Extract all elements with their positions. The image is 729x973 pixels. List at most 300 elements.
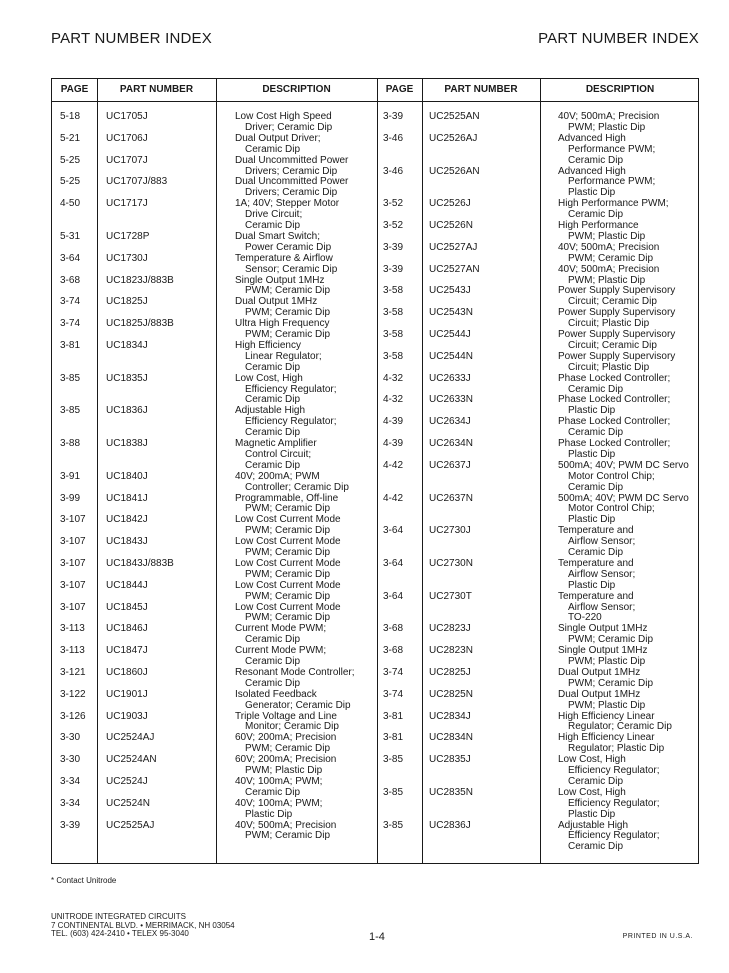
part-number-cell: UC1860J [106, 666, 148, 678]
description-cell [235, 374, 337, 407]
part-number-cell: UC1835J [106, 372, 148, 384]
description-line: PWM; Ceramic Dip [245, 612, 331, 624]
part-number-cell: UC2526AJ [429, 132, 478, 144]
description-line: Drivers; Ceramic Dip [245, 187, 338, 199]
page-cell: 3-74 [383, 688, 404, 700]
description-cell [235, 472, 349, 494]
description-line: Low Cost Current Mode [235, 536, 341, 548]
description-line: Airflow Sensor; [568, 568, 636, 580]
description-cell [235, 232, 331, 254]
company-line: 7 CONTINENTAL BLVD. • MERRIMACK, NH 03054 [51, 920, 235, 930]
description-line: 1A; 40V; Stepper Motor [235, 198, 340, 210]
description-line: Single Output 1MHz [235, 274, 325, 286]
part-number-cell: UC1840J [106, 470, 148, 482]
description-cell [235, 646, 326, 668]
part-number-cell: UC2524AJ [106, 732, 155, 744]
description-line: 40V; 100mA; PWM; [235, 775, 323, 787]
description-line: PWM; Ceramic Dip [245, 525, 331, 537]
part-number-cell: UC2637J [429, 459, 471, 471]
page-cell: 3-121 [60, 666, 86, 678]
description-line: PWM; Plastic Dip [245, 765, 323, 776]
part-number-cell: UC1707J/883 [106, 176, 168, 188]
description-line: PWM; Ceramic Dip [245, 307, 331, 319]
description-cell [235, 254, 337, 276]
part-number-cell: UC1705J [106, 111, 148, 122]
part-number-cell: UC2525AJ [106, 819, 155, 831]
description-cell [558, 374, 670, 396]
header-part-right: PART NUMBER [444, 84, 518, 95]
description-line: Advanced High [558, 132, 626, 144]
printed-in: PRINTED IN U.S.A. [622, 933, 693, 940]
description-line: Ceramic Dip [568, 154, 624, 166]
description-line: 500mA; 40V; PWM DC Servo [558, 492, 689, 504]
description-line: Regulator; Ceramic Dip [568, 721, 672, 733]
description-cell [235, 603, 341, 625]
description-line: Ceramic Dip [245, 459, 301, 471]
part-number-cell: UC1730J [106, 252, 148, 264]
description-line: Low Cost, High [558, 754, 626, 766]
page-cell: 3-39 [383, 263, 404, 275]
column-divider [422, 79, 423, 863]
description-cell [558, 821, 660, 854]
description-line: Regulator; Plastic Dip [568, 743, 665, 755]
description-line: Advanced High [558, 165, 626, 177]
description-line: PWM; Ceramic Dip [245, 329, 331, 340]
description-line: PWM; Ceramic Dip [245, 743, 331, 755]
page-cell: 3-107 [60, 579, 86, 591]
description-cell [558, 243, 659, 265]
description-line: Circuit; Ceramic Dip [568, 339, 657, 351]
description-line: Ceramic Dip [568, 841, 624, 853]
description-line: 40V; 500mA; Precision [558, 111, 660, 122]
description-line: Ceramic Dip [245, 143, 301, 155]
description-line: Circuit; Plastic Dip [568, 361, 650, 373]
header-page-left: PAGE [60, 84, 89, 95]
description-line: Resonant Mode Controller; [235, 666, 355, 678]
page-cell: 3-113 [60, 645, 85, 657]
page-cell: 3-81 [383, 732, 404, 744]
part-number-cell: UC2525AN [429, 111, 480, 122]
description-cell [235, 276, 330, 298]
page-cell: 3-30 [60, 732, 81, 744]
part-number-cell: UC1843J/883B [106, 557, 174, 569]
description-line: Single Output 1MHz [558, 623, 648, 635]
description-line: Low Cost Current Mode [235, 601, 341, 613]
description-cell [235, 112, 332, 134]
page-cell: 3-58 [383, 350, 404, 362]
description-line: Dual Smart Switch; [235, 230, 321, 242]
description-cell [235, 777, 322, 799]
description-line: Dual Output Driver; [235, 132, 321, 144]
page-cell: 3-68 [60, 274, 81, 286]
description-line: Circuit; Plastic Dip [568, 318, 650, 330]
footnote: * Contact Unitrode [51, 876, 117, 885]
description-line: High Performance [558, 220, 639, 231]
description-line: Ceramic Dip [245, 394, 301, 406]
description-line: 60V; 200mA; Precision [235, 754, 337, 766]
description-line: Ceramic Dip [245, 634, 301, 646]
description-cell [558, 221, 645, 243]
description-line: High Efficiency [235, 339, 301, 351]
page-cell: 3-74 [383, 666, 404, 678]
part-number-cell: UC2544N [429, 350, 473, 362]
description-line: Ceramic Dip [245, 786, 301, 798]
description-line: Power Supply Supervisory [558, 350, 676, 362]
page-cell: 3-39 [383, 241, 404, 253]
description-cell [235, 297, 330, 319]
description-cell [558, 352, 675, 374]
description-cell [558, 668, 653, 690]
page-cell: 4-32 [383, 394, 404, 406]
description-line: Control Circuit; [245, 448, 312, 460]
description-line: Performance PWM; [568, 143, 656, 155]
description-line: PWM; Plastic Dip [568, 699, 646, 711]
page-cell: 3-64 [383, 525, 404, 537]
description-line: 40V; 200mA; PWM [235, 470, 320, 482]
part-number-cell: UC2730N [429, 557, 473, 569]
description-cell [558, 690, 645, 712]
description-line: Magnetic Amplifier [235, 438, 317, 449]
description-cell [235, 319, 330, 341]
description-line: Plastic Dip [568, 405, 616, 417]
description-cell [235, 755, 336, 777]
description-line: Single Output 1MHz [558, 645, 648, 657]
description-line: Airflow Sensor; [568, 601, 636, 613]
description-cell [558, 167, 655, 200]
description-line: Driver; Ceramic Dip [245, 121, 333, 133]
page-cell: 3-122 [60, 688, 86, 700]
page-cell: 3-74 [60, 296, 81, 308]
page-cell: 3-85 [383, 819, 404, 831]
description-cell [558, 439, 670, 461]
part-number-cell: UC1844J [106, 579, 148, 591]
part-number-cell: UC2825N [429, 688, 473, 700]
column-divider [216, 79, 217, 863]
part-number-cell: UC2543J [429, 285, 471, 297]
description-line: PWM; Plastic Dip [568, 230, 646, 242]
part-number-cell: UC1717J [106, 198, 148, 210]
part-number-cell: UC2834J [429, 710, 471, 722]
description-line: Temperature & Airflow [235, 252, 333, 264]
description-cell [235, 799, 322, 821]
description-cell [235, 668, 355, 690]
description-line: PWM; Ceramic Dip [245, 568, 331, 580]
description-line: Isolated Feedback [235, 688, 317, 700]
header-desc-left: DESCRIPTION [262, 84, 331, 95]
part-number-cell: UC2524J [106, 775, 148, 787]
page-cell: 3-46 [383, 165, 404, 177]
part-number-cell: UC2823J [429, 623, 471, 635]
description-cell [235, 624, 326, 646]
part-number-cell: UC2524N [106, 797, 150, 809]
description-line: Ceramic Dip [245, 220, 301, 231]
description-line: Low Cost, High [558, 786, 626, 798]
description-line: PWM; Ceramic Dip [245, 285, 331, 297]
description-line: Motor Control Chip; [568, 470, 655, 482]
column-divider [540, 79, 541, 863]
description-line: Drive Circuit; [245, 209, 303, 221]
page-cell: 3-39 [383, 111, 404, 122]
description-line: Triple Voltage and Line [235, 710, 337, 722]
company-address [51, 913, 235, 939]
description-line: Efficiency Regulator; [568, 797, 660, 809]
description-line: Drivers; Ceramic Dip [245, 165, 338, 177]
description-line: Dual Output 1MHz [558, 666, 641, 678]
page-cell: 3-85 [60, 372, 81, 384]
description-line: Adjustable High [558, 819, 629, 831]
description-cell [235, 581, 341, 603]
part-number-cell: UC2543N [429, 307, 473, 319]
part-number-cell: UC1825J [106, 296, 148, 308]
description-line: High Performance PWM; [558, 198, 669, 210]
description-line: TO-220 [568, 612, 602, 624]
description-line: PWM; Ceramic Dip [245, 503, 331, 515]
description-line: Plastic Dip [568, 808, 616, 820]
page-cell: 5-21 [60, 132, 81, 144]
description-line: High Efficiency Linear [558, 732, 655, 744]
description-line: Phase Locked Controller; [558, 438, 671, 449]
part-number-cell: UC2835N [429, 786, 473, 798]
company-line: TEL. (603) 424-2410 • TELEX 95-3040 [51, 929, 189, 939]
description-cell [558, 199, 669, 221]
description-line: 40V; 500mA; Precision [235, 819, 337, 831]
part-number-cell: UC2835J [429, 754, 471, 766]
description-cell [558, 559, 635, 592]
part-number-cell: UC1823J/883B [106, 274, 174, 286]
description-line: 500mA; 40V; PWM DC Servo [558, 459, 689, 471]
page-cell: 3-85 [383, 754, 404, 766]
part-number-cell: UC1901J [106, 688, 148, 700]
description-cell [235, 537, 341, 559]
description-line: Linear Regulator; [245, 350, 322, 362]
part-number-cell: UC2526J [429, 198, 471, 210]
page-cell: 4-32 [383, 372, 404, 384]
part-number-cell: UC2544J [429, 329, 471, 340]
description-line: 40V; 100mA; PWM; [235, 797, 323, 809]
description-line: Plastic Dip [568, 448, 616, 460]
description-line: Power Supply Supervisory [558, 307, 676, 319]
header-divider [52, 101, 698, 102]
description-line: Monitor; Ceramic Dip [245, 721, 339, 733]
description-line: Dual Output 1MHz [235, 296, 318, 308]
part-number-cell: UC1843J [106, 536, 148, 548]
description-cell [235, 177, 348, 199]
description-line: Ceramic Dip [245, 361, 301, 373]
part-number-cell: UC2637N [429, 492, 473, 504]
description-line: Temperature and [558, 557, 634, 569]
page-cell: 3-34 [60, 797, 81, 809]
description-cell [558, 330, 675, 352]
page-cell: 3-64 [383, 590, 404, 602]
part-number-cell: UC2526N [429, 220, 473, 231]
description-cell [235, 439, 317, 472]
index-table [51, 78, 699, 864]
description-line: 40V; 500mA; Precision [558, 241, 660, 253]
part-number-cell: UC1847J [106, 645, 148, 657]
description-line: Controller; Ceramic Dip [245, 481, 349, 493]
description-line: Dual Uncommitted Power [235, 176, 349, 188]
description-line: Ceramic Dip [568, 547, 624, 558]
description-cell [558, 308, 675, 330]
page-cell: 4-42 [383, 492, 404, 504]
description-line: Ceramic Dip [568, 481, 624, 493]
part-number-cell: UC1834J [106, 339, 148, 351]
page-cell: 3-81 [60, 339, 81, 351]
part-number-cell: UC2634J [429, 416, 471, 428]
page-cell: 3-30 [60, 754, 81, 766]
description-cell [235, 341, 322, 374]
page-cell: 5-25 [60, 176, 81, 188]
description-line: Airflow Sensor; [568, 536, 636, 548]
description-cell [235, 156, 348, 178]
description-line: Plastic Dip [568, 514, 616, 526]
description-line: Ceramic Dip [245, 656, 301, 667]
description-line: Current Mode PWM; [235, 645, 327, 657]
part-number-cell: UC2823N [429, 645, 473, 657]
description-cell [235, 690, 351, 712]
part-number-cell: UC2825J [429, 666, 471, 678]
description-line: Generator; Ceramic Dip [245, 699, 351, 711]
description-cell [558, 712, 672, 734]
description-line: Temperature and [558, 525, 634, 537]
part-number-cell: UC2730J [429, 525, 471, 537]
description-line: Low Cost Current Mode [235, 557, 341, 569]
description-line: Plastic Dip [568, 187, 616, 199]
description-line: Circuit; Ceramic Dip [568, 296, 657, 308]
column-divider [377, 79, 378, 863]
page-cell: 3-34 [60, 775, 81, 787]
description-line: Ceramic Dip [568, 209, 624, 221]
page-cell: 4-39 [383, 416, 404, 428]
part-number-cell: UC2524AN [106, 754, 157, 766]
part-number-cell: UC2527AJ [429, 241, 478, 253]
description-cell [558, 265, 659, 287]
description-line: PWM; Ceramic Dip [245, 590, 331, 602]
description-line: PWM; Plastic Dip [568, 274, 646, 286]
description-cell [558, 592, 635, 625]
description-cell [558, 624, 653, 646]
page-header-left: PART NUMBER INDEX [51, 30, 212, 47]
description-line: Power Ceramic Dip [245, 241, 332, 253]
page-cell: 3-52 [383, 220, 404, 231]
page-cell: 5-31 [60, 230, 81, 242]
page-cell: 3-113 [60, 623, 85, 635]
part-number-cell: UC1706J [106, 132, 148, 144]
description-line: Low Cost Current Mode [235, 579, 341, 591]
description-line: Motor Control Chip; [568, 503, 655, 515]
description-line: Performance PWM; [568, 176, 656, 188]
page-cell: 3-46 [383, 132, 404, 144]
part-number-cell: UC1836J [106, 405, 148, 417]
part-number-cell: UC2834N [429, 732, 473, 744]
description-line: Ceramic Dip [568, 383, 624, 395]
page-cell: 3-88 [60, 438, 81, 449]
description-cell [235, 712, 339, 734]
description-line: Ceramic Dip [568, 775, 624, 787]
description-line: Power Supply Supervisory [558, 329, 676, 340]
description-line: Sensor; Ceramic Dip [245, 263, 338, 275]
description-line: PWM; Plastic Dip [568, 121, 646, 133]
description-line: Temperature and [558, 590, 634, 602]
part-number-cell: UC1838J [106, 438, 148, 449]
description-cell [235, 515, 341, 537]
description-cell [558, 733, 664, 755]
description-cell [558, 286, 675, 308]
page-cell: 3-64 [383, 557, 404, 569]
description-line: PWM; Ceramic Dip [245, 830, 331, 842]
part-number-cell: UC2836J [429, 819, 471, 831]
part-number-cell: UC1846J [106, 623, 148, 635]
description-line: Ceramic Dip [568, 427, 624, 439]
header-desc-right: DESCRIPTION [585, 84, 655, 95]
description-cell [558, 646, 648, 668]
part-number-cell: UC1842J [106, 514, 148, 526]
part-number-cell: UC1707J [106, 154, 148, 166]
column-divider [97, 79, 98, 863]
page-cell: 3-107 [60, 514, 86, 526]
page-cell: 3-58 [383, 285, 404, 297]
description-line: PWM; Ceramic Dip [568, 677, 654, 689]
part-number-cell: UC1728P [106, 230, 150, 242]
part-number-cell: UC2730T [429, 590, 472, 602]
page-cell: 3-107 [60, 601, 86, 613]
page-cell: 5-18 [60, 111, 81, 122]
header-part-left: PART NUMBER [119, 84, 194, 95]
page-cell: 3-107 [60, 557, 86, 569]
page-cell: 3-64 [60, 252, 81, 264]
description-line: Phase Locked Controller; [558, 372, 671, 384]
description-cell [558, 461, 689, 494]
page-cell: 3-126 [60, 710, 86, 722]
page-cell: 3-107 [60, 536, 86, 548]
description-line: Low Cost High Speed [235, 111, 332, 122]
page-cell: 3-74 [60, 318, 81, 330]
description-line: Dual Uncommitted Power [235, 154, 349, 166]
description-line: Low Cost, High [235, 372, 303, 384]
description-cell [235, 494, 338, 516]
description-cell [558, 134, 655, 167]
description-line: Phase Locked Controller; [558, 416, 671, 428]
description-line: Plastic Dip [245, 808, 293, 820]
description-cell [558, 395, 670, 417]
description-line: High Efficiency Linear [558, 710, 655, 722]
description-cell [235, 134, 321, 156]
part-number-cell: UC2633N [429, 394, 473, 406]
description-cell [235, 559, 341, 581]
page-cell: 3-39 [60, 819, 81, 831]
description-line: Efficiency Regulator; [245, 383, 337, 395]
description-line: Efficiency Regulator; [245, 416, 337, 428]
page-cell: 3-81 [383, 710, 404, 722]
part-number-cell: UC2526AN [429, 165, 480, 177]
description-line: Dual Output 1MHz [558, 688, 641, 700]
part-number-cell: UC1825J/883B [106, 318, 174, 330]
description-cell [558, 526, 635, 559]
description-cell [235, 733, 336, 755]
description-line: PWM; Plastic Dip [568, 656, 646, 667]
description-cell [235, 199, 339, 232]
header-page-right: PAGE [385, 84, 414, 95]
description-line: 60V; 200mA; Precision [235, 732, 337, 744]
description-line: PWM; Ceramic Dip [245, 547, 331, 558]
description-cell [558, 788, 660, 821]
page-cell: 3-85 [383, 786, 404, 798]
description-cell [558, 417, 670, 439]
page-number: 1-4 [369, 931, 385, 943]
description-cell [235, 406, 337, 439]
description-cell [558, 494, 689, 527]
part-number-cell: UC1841J [106, 492, 148, 504]
